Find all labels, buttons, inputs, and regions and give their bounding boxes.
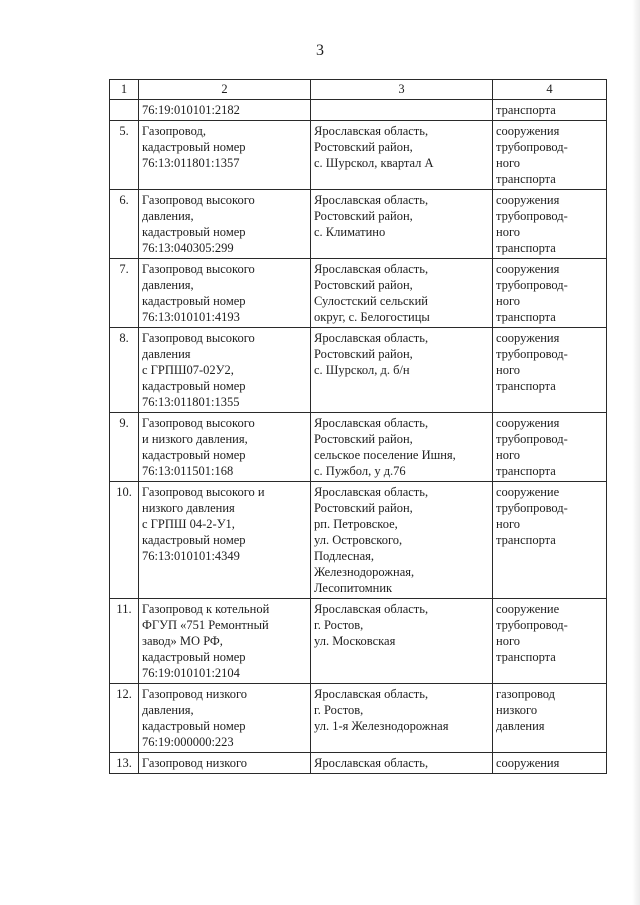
object-address-line: с. Климатино: [314, 225, 386, 239]
table-row: [110, 259, 607, 328]
object-name-line: Газопровод высокого: [142, 416, 255, 430]
object-type-line: сооружения: [496, 331, 560, 345]
object-name-line: кадастровый номер: [142, 533, 246, 547]
object-address-line: Ярославская область,: [314, 602, 429, 616]
object-name-line: 76:13:040305:299: [142, 241, 234, 255]
object-type-line: транспорта: [496, 241, 556, 255]
column-header-number: 1: [110, 80, 139, 100]
object-name-line: и низкого давления,: [142, 432, 248, 446]
object-address-line: с. Шурскол, д. б/н: [314, 363, 410, 377]
table-row: [110, 190, 607, 259]
column-header-address: 3: [311, 80, 493, 100]
object-name-line: кадастровый номер: [142, 140, 246, 154]
object-address-cell: [311, 413, 493, 482]
object-type-cell: [493, 753, 607, 774]
object-type-line: трубопровод-: [496, 209, 568, 223]
object-address-cell: [311, 259, 493, 328]
object-name-cell: [139, 684, 311, 753]
object-name-cell: [139, 100, 311, 121]
object-address-line: Ростовский район,: [314, 278, 413, 292]
object-type-line: ного: [496, 225, 521, 239]
object-type-line: транспорта: [496, 103, 556, 117]
object-address-line: Ярославская область,: [314, 262, 429, 276]
object-name-cell: [139, 753, 311, 774]
object-address-line: Сулостский сельский: [314, 294, 429, 308]
object-type-line: ного: [496, 634, 521, 648]
object-type-line: сооружения: [496, 756, 560, 770]
object-address-cell: [311, 753, 493, 774]
object-type-line: трубопровод-: [496, 618, 568, 632]
object-type-line: трубопровод-: [496, 347, 568, 361]
object-type-line: транспорта: [496, 533, 556, 547]
object-type-cell: [493, 328, 607, 413]
object-name-line: 76:13:010101:4349: [142, 549, 240, 563]
object-type-line: ного: [496, 517, 521, 531]
object-address-line: Ярославская область,: [314, 485, 429, 499]
column-header-name: 2: [139, 80, 311, 100]
row-number: 7.: [110, 259, 139, 328]
object-name-line: 76:19:010101:2104: [142, 666, 240, 680]
object-address-line: с. Пужбол, у д.76: [314, 464, 406, 478]
row-number: 8.: [110, 328, 139, 413]
gas-pipeline-registry-table: [109, 79, 607, 774]
table-row: [110, 482, 607, 599]
object-type-line: транспорта: [496, 650, 556, 664]
row-number: 10.: [110, 482, 139, 599]
object-address-line: Ярославская область,: [314, 756, 429, 770]
object-address-line: с. Шурскол, квартал А: [314, 156, 434, 170]
object-type-line: ного: [496, 294, 521, 308]
object-name-line: кадастровый номер: [142, 294, 246, 308]
object-name-line: давления,: [142, 703, 194, 717]
object-type-cell: [493, 684, 607, 753]
object-name-line: Газопровод к котельной: [142, 602, 270, 616]
object-address-line: г. Ростов,: [314, 618, 364, 632]
object-type-line: ного: [496, 363, 521, 377]
table-row: [110, 753, 607, 774]
object-type-line: трубопровод-: [496, 278, 568, 292]
object-name-line: 76:13:010101:4193: [142, 310, 240, 324]
object-name-line: 76:13:011501:168: [142, 464, 234, 478]
object-type-cell: [493, 121, 607, 190]
object-type-cell: [493, 259, 607, 328]
object-address-line: Ярославская область,: [314, 687, 429, 701]
object-type-cell: [493, 599, 607, 684]
object-type-line: трубопровод-: [496, 140, 568, 154]
object-type-line: сооружения: [496, 416, 560, 430]
object-type-line: трубопровод-: [496, 432, 568, 446]
object-address-cell: [311, 328, 493, 413]
row-number: 6.: [110, 190, 139, 259]
object-address-line: Железнодорожная,: [314, 565, 415, 579]
object-name-cell: [139, 599, 311, 684]
table-body: [110, 100, 607, 774]
object-address-line: округ, с. Белогостицы: [314, 310, 430, 324]
object-name-line: 76:13:011801:1357: [142, 156, 240, 170]
object-name-line: ФГУП «751 Ремонтный: [142, 618, 269, 632]
object-name-line: с ГРПШ07-02У2,: [142, 363, 234, 377]
object-name-line: Газопровод низкого: [142, 756, 248, 770]
object-type-line: сооружение: [496, 485, 560, 499]
object-name-line: низкого давления: [142, 501, 235, 515]
object-name-line: 76:19:000000:223: [142, 735, 234, 749]
object-address-line: Ростовский район,: [314, 501, 413, 515]
object-name-line: кадастровый номер: [142, 650, 246, 664]
object-type-line: ного: [496, 448, 521, 462]
object-type-line: сооружение: [496, 602, 560, 616]
row-number: 11.: [110, 599, 139, 684]
object-name-line: Газопровод высокого: [142, 262, 255, 276]
object-address-line: Подлесная,: [314, 549, 375, 563]
object-address-line: ул. 1-я Железнодорожная: [314, 719, 449, 733]
object-name-line: 76:13:011801:1355: [142, 395, 240, 409]
table-row: [110, 328, 607, 413]
object-type-line: транспорта: [496, 464, 556, 478]
object-address-line: Ярославская область,: [314, 331, 429, 345]
object-name-line: завод» МО РФ,: [142, 634, 223, 648]
object-name-line: с ГРПШ 04-2-У1,: [142, 517, 235, 531]
object-type-cell: [493, 413, 607, 482]
object-address-cell: [311, 599, 493, 684]
object-type-line: давления: [496, 719, 545, 733]
object-name-cell: [139, 413, 311, 482]
object-type-line: газопровод: [496, 687, 556, 701]
row-number: 13.: [110, 753, 139, 774]
object-name-line: кадастровый номер: [142, 448, 246, 462]
object-name-line: давления,: [142, 209, 194, 223]
table-row: [110, 413, 607, 482]
header-row: [110, 80, 607, 100]
object-address-line: г. Ростов,: [314, 703, 364, 717]
object-address-line: Ростовский район,: [314, 209, 413, 223]
object-address-line: сельское поселение Ишня,: [314, 448, 456, 462]
object-address-line: Ярославская область,: [314, 416, 429, 430]
object-address-line: ул. Московская: [314, 634, 396, 648]
row-number: [110, 100, 139, 121]
object-address-line: Лесопитомник: [314, 581, 393, 595]
object-type-line: ного: [496, 156, 521, 170]
object-address-cell: [311, 100, 493, 121]
object-name-cell: [139, 482, 311, 599]
object-type-line: транспорта: [496, 172, 556, 186]
object-type-cell: [493, 190, 607, 259]
object-type-line: транспорта: [496, 310, 556, 324]
scan-edge: [632, 0, 640, 905]
object-address-line: Ярославская область,: [314, 193, 429, 207]
object-address-cell: [311, 121, 493, 190]
table-row: [110, 121, 607, 190]
row-number: 9.: [110, 413, 139, 482]
object-type-line: транспорта: [496, 379, 556, 393]
object-name-line: 76:19:010101:2182: [142, 103, 240, 117]
object-address-line: Ростовский район,: [314, 140, 413, 154]
object-address-line: рп. Петровское,: [314, 517, 398, 531]
table-row: [110, 100, 607, 121]
object-name-line: давления: [142, 347, 191, 361]
object-name-cell: [139, 190, 311, 259]
object-address-line: Ростовский район,: [314, 432, 413, 446]
object-name-line: кадастровый номер: [142, 719, 246, 733]
object-address-line: ул. Островского,: [314, 533, 403, 547]
page-number: 3: [316, 42, 324, 59]
object-type-cell: [493, 100, 607, 121]
object-address-cell: [311, 190, 493, 259]
object-name-line: кадастровый номер: [142, 379, 246, 393]
table-row: [110, 599, 607, 684]
table-row: [110, 684, 607, 753]
object-address-cell: [311, 684, 493, 753]
column-header-type: 4: [493, 80, 607, 100]
object-name-line: Газопровод низкого: [142, 687, 248, 701]
object-name-cell: [139, 328, 311, 413]
object-name-line: давления,: [142, 278, 194, 292]
object-name-line: Газопровод высокого и: [142, 485, 265, 499]
table-header: [110, 80, 607, 100]
object-type-line: сооружения: [496, 262, 560, 276]
object-address-cell: [311, 482, 493, 599]
object-name-line: Газопровод высокого: [142, 331, 255, 345]
object-address-line: Ярославская область,: [314, 124, 429, 138]
object-name-cell: [139, 121, 311, 190]
object-name-line: кадастровый номер: [142, 225, 246, 239]
object-type-line: сооружения: [496, 193, 560, 207]
row-number: 5.: [110, 121, 139, 190]
object-type-line: трубопровод-: [496, 501, 568, 515]
row-number: 12.: [110, 684, 139, 753]
object-name-line: Газопровод,: [142, 124, 206, 138]
object-type-line: сооружения: [496, 124, 560, 138]
object-type-line: низкого: [496, 703, 538, 717]
object-type-cell: [493, 482, 607, 599]
object-name-cell: [139, 259, 311, 328]
object-address-line: Ростовский район,: [314, 347, 413, 361]
object-name-line: Газопровод высокого: [142, 193, 255, 207]
